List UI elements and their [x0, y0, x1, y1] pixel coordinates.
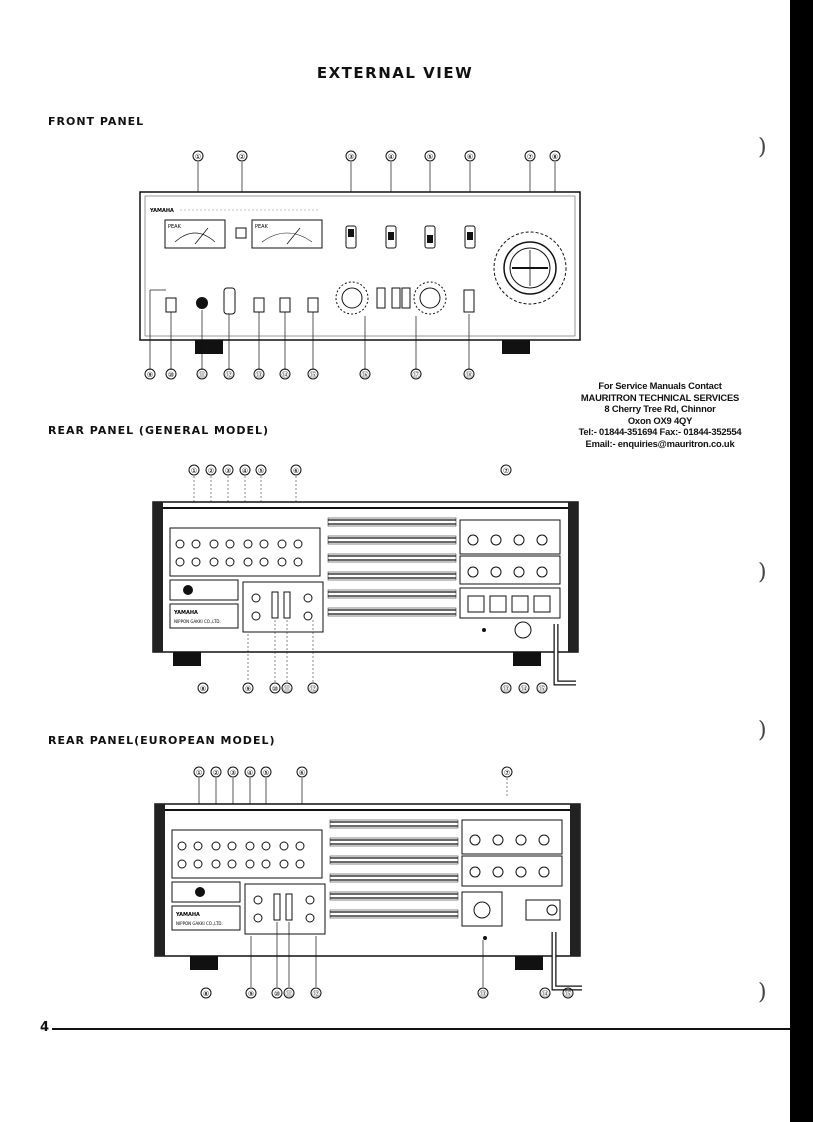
eu-ground-terminal — [195, 887, 205, 897]
meter-selector-button — [236, 228, 246, 238]
callout-number: ⑪ — [198, 371, 206, 379]
callout-number: ⑪ — [283, 685, 291, 693]
rear-european-brand: YAMAHA — [176, 912, 200, 918]
fuse-holder — [515, 622, 531, 638]
input-selector-switch — [465, 226, 475, 248]
callout-5-label: ⑤ — [426, 153, 434, 161]
subsonic-filter-switch — [280, 298, 290, 312]
callout-number: ⑩ — [273, 990, 281, 998]
callout-number: ⑨ — [146, 371, 154, 379]
rg-callout-13 — [501, 683, 511, 693]
ground-terminal — [183, 585, 193, 595]
rear-panel-european-diagram — [150, 760, 595, 1005]
callout-number: ⑩ — [271, 685, 279, 693]
speakers-switch — [224, 288, 235, 314]
callout-number: ⑧ — [202, 990, 210, 998]
callout-number: ③ — [229, 769, 237, 777]
input-jack-panel — [170, 528, 320, 576]
rg-callout-8 — [198, 683, 208, 693]
callout-number: ⑥ — [298, 769, 306, 777]
phono-selector-switch — [386, 226, 396, 248]
callout-number: ⑱ — [465, 371, 473, 379]
contact-line-3: 8 Cherry Tree Rd, Chinnor — [604, 403, 716, 414]
callout-number: ⑭ — [281, 371, 289, 379]
ground-terminal-plate — [170, 580, 238, 600]
callout-number: ⑦ — [503, 769, 511, 777]
callout-1-label: ① — [194, 153, 202, 161]
scan-edge-bar — [790, 0, 813, 1122]
footer-rule — [52, 1028, 790, 1030]
page-title: EXTERNAL VIEW — [316, 64, 474, 82]
callout-number: ③ — [224, 467, 232, 475]
eu-pre-out-main-in-panel — [245, 884, 325, 934]
callout-number: ⑮ — [538, 685, 546, 693]
rear-general-foot-left — [173, 652, 201, 666]
callout-number: ⑭ — [520, 685, 528, 693]
front-brand-logo: YAMAHA — [150, 208, 174, 214]
left-level-meter — [165, 220, 225, 248]
callout-number: ⑰ — [412, 371, 420, 379]
callout-number: ② — [207, 467, 215, 475]
rear-general-foot-right — [513, 652, 541, 666]
callout-6-label: ⑥ — [466, 153, 474, 161]
audio-muting-switch — [464, 290, 474, 312]
callout-number: ⑬ — [479, 990, 487, 998]
scan-mark: ) — [758, 718, 767, 743]
callout-4-label: ④ — [387, 153, 395, 161]
callout-number: ⑮ — [564, 990, 572, 998]
contact-line-4: Oxon OX9 4QY — [627, 414, 693, 426]
callout-number: ⑫ — [309, 685, 317, 693]
callout-number: ⑤ — [262, 769, 270, 777]
scan-mark: ) — [758, 560, 767, 585]
callout-number: ⑬ — [502, 685, 510, 693]
callout-number: ⑬ — [255, 371, 263, 379]
service-contact-block — [560, 380, 760, 449]
callout-number: ④ — [241, 467, 249, 475]
re-callout-7 — [502, 767, 512, 798]
rg-callout-14 — [519, 683, 529, 693]
callout-number: ⑤ — [257, 467, 265, 475]
maker-label-plate — [170, 604, 238, 628]
operation-switch — [254, 298, 264, 312]
callout-number: ⑮ — [309, 371, 317, 379]
section-heading-front-panel: FRONT PANEL — [48, 115, 145, 128]
callout-number: ⑫ — [225, 371, 233, 379]
rg-callout-7 — [501, 465, 511, 475]
rear-panel-general-diagram — [148, 458, 593, 698]
callout-number: ⑥ — [292, 467, 300, 475]
callout-number: ① — [190, 467, 198, 475]
front-foot-right — [502, 340, 530, 354]
callout-8-label: ⑧ — [551, 153, 559, 161]
rear-general-side-left — [153, 502, 163, 652]
coupler-switch — [272, 592, 278, 618]
front-panel-diagram — [130, 140, 590, 395]
rear-european-maker: NIPPON GAKKI CO.,LTD. — [176, 921, 223, 926]
rear-general-brand: YAMAHA — [174, 610, 198, 616]
page-number: 4 — [40, 1020, 50, 1035]
callout-2-label: ② — [238, 153, 246, 161]
power-switch — [166, 298, 176, 312]
callout-number: ⑧ — [199, 685, 207, 693]
rg-callout-15 — [537, 683, 547, 693]
section-heading-rear-general: REAR PANEL (GENERAL MODEL) — [48, 424, 270, 437]
rear-general-maker: NIPPON GAKKI CO.,LTD. — [174, 619, 221, 624]
high-filter-switch — [308, 298, 318, 312]
callout-number: ⑩ — [167, 371, 175, 379]
re-callout-15 — [563, 988, 573, 998]
meter-peak-label-right: PEAK — [255, 224, 268, 230]
right-level-meter — [252, 220, 322, 248]
callout-3-label: ③ — [347, 153, 355, 161]
contact-line-1: For Service Manuals Contact — [598, 380, 722, 391]
bass-turnover-switch — [377, 288, 385, 308]
callout-number: ① — [195, 769, 203, 777]
callout-number: ② — [212, 769, 220, 777]
scan-mark: ) — [758, 980, 767, 1005]
callout-number: ⑨ — [247, 990, 255, 998]
meter-peak-label: PEAK — [168, 224, 181, 230]
callout-number: ⑭ — [541, 990, 549, 998]
pre-out-main-in-panel — [243, 582, 323, 632]
re-callout-14 — [540, 988, 550, 998]
section-heading-rear-european: REAR PANEL(EUROPEAN MODEL) — [48, 734, 276, 747]
mode-switch — [346, 226, 356, 248]
rec-out-selector-switch — [425, 226, 435, 248]
eu-maker-label-plate — [172, 906, 240, 930]
callout-number: ⑫ — [312, 990, 320, 998]
phones-jack — [196, 297, 208, 309]
contact-line-5: Tel:- 01844-351694 Fax:- 01844-352554 — [578, 426, 742, 437]
callout-number: ⑪ — [285, 990, 293, 998]
scan-mark: ) — [758, 135, 767, 160]
rear-general-side-right — [568, 502, 578, 652]
front-foot-left — [195, 340, 223, 354]
callout-number: ⑯ — [361, 371, 369, 379]
callout-7-label: ⑦ — [526, 153, 534, 161]
callout-number: ④ — [246, 769, 254, 777]
callout-number: ⑦ — [502, 467, 510, 475]
re-callout-8 — [201, 988, 211, 998]
callout-number: ⑨ — [244, 685, 252, 693]
eu-input-jack-panel — [172, 830, 322, 878]
contact-email: Email:- enquiries@mauritron.co.uk — [585, 437, 735, 449]
contact-line-2: MAURITRON TECHNICAL SERVICES — [580, 391, 740, 403]
